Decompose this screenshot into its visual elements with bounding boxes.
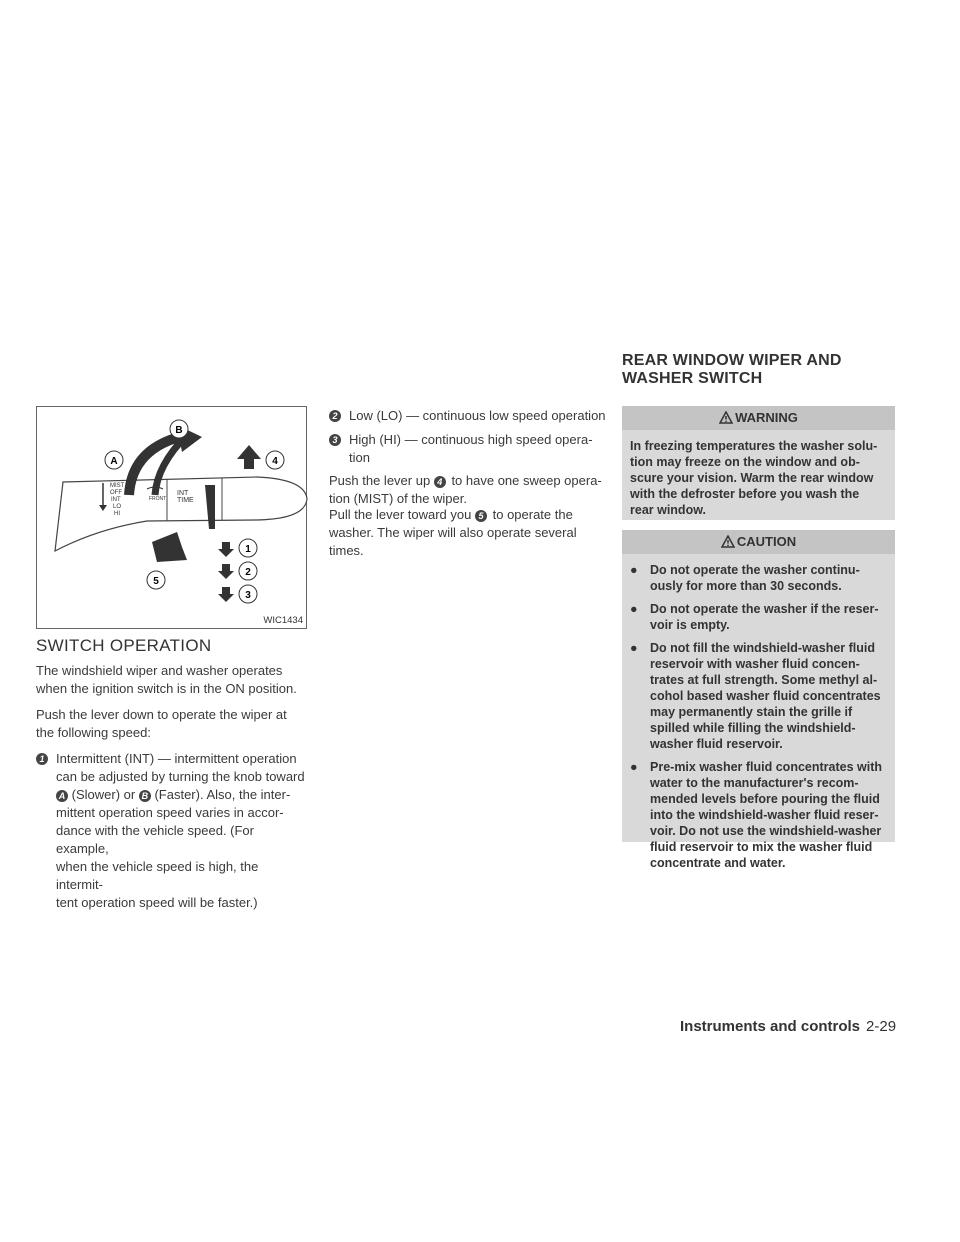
callout-4: 4: [272, 456, 278, 467]
item-high: 3 High (HI) — continuous high speed opera- tion: [329, 431, 604, 469]
caution-item: ● Do not operate the washer if the reser- voir is empty.: [630, 602, 879, 632]
wiper-lever-figure: [36, 406, 307, 629]
warning-text: In freezing temperatures the washer solu- tion may freeze on the window and ob- scure your vision. Warm the rear window with the defroster before you wash the rear window.: [630, 439, 878, 517]
caution-title: CAUTION: [622, 530, 895, 554]
para-ignition: The windshield wiper and washer operates when the ignition switch is in the ON position.: [36, 663, 297, 696]
lever-body: [55, 477, 307, 551]
footer-section: Instruments and controls: [680, 1018, 861, 1035]
page-number: 2-29: [866, 1018, 897, 1035]
arrow-up-4: [237, 445, 261, 469]
badge-a: A: [56, 790, 68, 802]
para-mist: Push the lever up 4 to have one sweep opera- tion (MIST) of the wiper.: [329, 473, 602, 506]
figure-id: WIC1434: [263, 615, 303, 626]
warning-triangle-icon: [719, 411, 733, 424]
badge-1: 1: [36, 753, 48, 765]
label-lo: LO: [113, 504, 122, 510]
warning-title: WARNING: [622, 406, 895, 430]
switch-operation-heading: SWITCH OPERATION: [36, 636, 212, 655]
label-knob-time: TIME: [177, 497, 194, 504]
badge-5: 5: [475, 510, 487, 522]
label-off: OFF: [110, 490, 122, 496]
label-hi: HI: [114, 511, 120, 517]
caution-box: [622, 520, 895, 870]
arrow-down-3: [218, 587, 234, 602]
badge-3: 3: [329, 434, 341, 446]
caution-item: ● Pre-mix washer fluid concentrates with water to the manufacturer's recom- mended levels before pouring the fluid into the windshield-washer fluid reser- voir. Do not use the windshield-washer fluid reservoir to mix the washer fluid concentrate and water.: [630, 760, 883, 870]
label-mist: MIST: [110, 483, 125, 489]
callout-5: 5: [153, 576, 159, 587]
badge-b: B: [139, 790, 151, 802]
callout-3: 3: [245, 590, 251, 601]
callout-b: B: [175, 425, 183, 436]
caution-item: ● Do not fill the windshield-washer fluid reservoir with washer fluid concen- trates at full strength. Some methyl al- cohol based washer fluid concentrates may permanently stain the grille if spilled while filling the windshield- washer fluid reservoir.: [630, 641, 881, 751]
para-washer: Pull the lever toward you 5 to operate the washer. The wiper will also operate several times.: [329, 507, 577, 558]
wiper-lever-illustration: [37, 407, 308, 630]
item-intermittent: 1 Intermittent (INT) — intermittent operation can be adjusted by turning the knob toward A (Slower) or B (Faster). Also, the inter- mittent operation speed varies in accor- dance with the vehicle speed. (For example, when the vehicle speed is high, the intermit- tent operation speed will be faster.): [36, 750, 308, 880]
label-front: FRONT: [149, 496, 167, 502]
label-int: INT: [111, 497, 121, 503]
item-low: 2 Low (LO) — continuous low speed operation: [329, 407, 604, 427]
para-push-down: Push the lever down to operate the wiper at the following speed:: [36, 707, 287, 740]
badge-2: 2: [329, 410, 341, 422]
arrow-down-1: [218, 542, 234, 557]
callout-1: 1: [245, 544, 251, 555]
warning-box: [622, 406, 895, 520]
caution-triangle-icon: [721, 535, 735, 548]
arrow-pull-5: [152, 532, 187, 562]
callout-a: A: [110, 456, 118, 467]
page-footer: [680, 1018, 896, 1035]
caution-item: ● Do not operate the washer continu- ously for more than 30 seconds.: [630, 563, 860, 593]
caution-list: [622, 554, 895, 871]
callout-2: 2: [245, 567, 251, 578]
label-knob-int: INT: [177, 490, 189, 497]
arrow-down-2: [218, 564, 234, 579]
rear-wiper-heading: REAR WINDOW WIPER AND WASHER SWITCH: [622, 352, 842, 387]
badge-4: 4: [434, 476, 446, 488]
